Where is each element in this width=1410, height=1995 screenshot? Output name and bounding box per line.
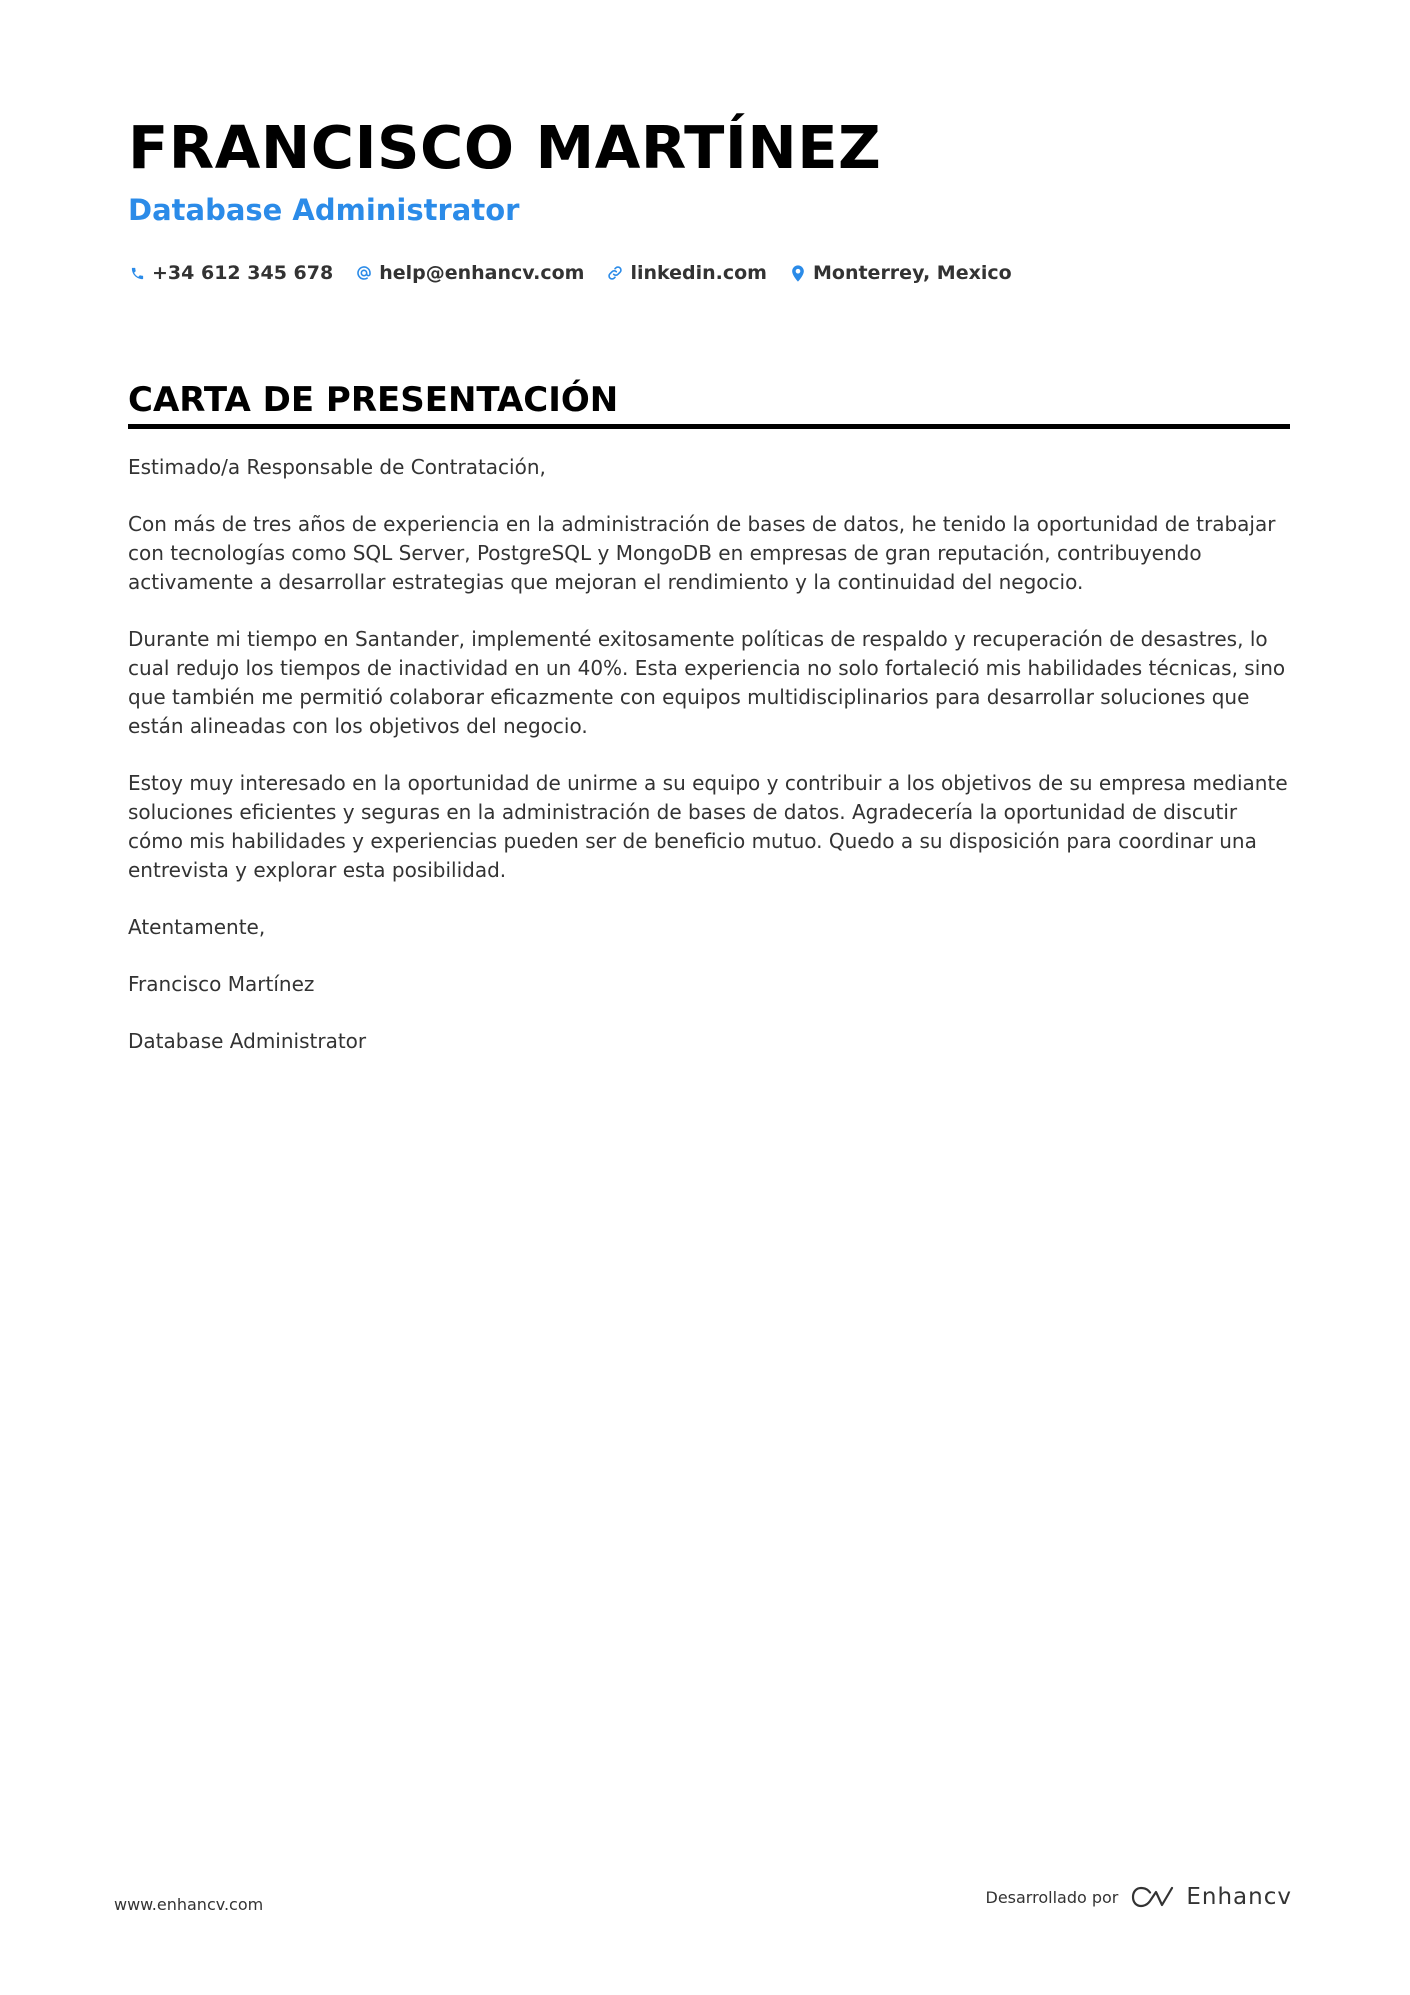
contact-email [355,262,584,284]
letter-closing: Atentamente, [128,915,266,939]
contact-phone [128,262,333,284]
letter-body [128,453,1290,1056]
letter-paragraph: Estoy muy interesado en la oportunidad de unirme a su equipo y contribuir a los objetivos de su empresa mediante soluciones eficientes y seguras en la administración de bases de datos. Agradecería la oportunidad de discutir cómo mis habilidades y experiencias pueden ser de beneficio mutuo. Quedo a su disposición para coordinar una entrevista y explorar esta posibilidad. [128,771,1288,882]
signature-title: Database Administrator [128,1029,367,1053]
section-title: CARTA DE PRESENTACIÓN [128,380,619,420]
at-icon [355,264,373,282]
phone-text: +34 612 345 678 [152,262,334,284]
footer-branding [986,1884,1293,1910]
section-divider [128,424,1290,429]
enhancv-wordmark: Enhancv [1186,1884,1292,1910]
powered-by-label: Desarrollado por [985,1887,1119,1907]
phone-icon [128,264,146,282]
email-text[interactable]: help@enhancv.com [379,262,585,284]
signature-name: Francisco Martínez [128,972,315,996]
letter-paragraph: Con más de tres años de experiencia en la administración de bases de datos, he tenido la oportunidad de trabajar con tecnologías como SQL Server, PostgreSQL y MongoDB en empresas de gran reputación, contribuyendo activamente a desarrollar estrategias que mejoran el rendimiento y la continuidad del negocio. [128,512,1276,594]
contact-bar [128,258,1290,288]
letter-paragraph: Durante mi tiempo en Santander, implementé exitosamente políticas de respaldo y recuperación de desastres, lo cual redujo los tiempos de inactividad en un 40%. Esta experiencia no solo fortaleció mis habilidades técnicas, sino que también me permitió colaborar eficazmente con equipos multidisciplinarios para desarrollar soluciones que están alineadas con los objetivos del negocio. [128,627,1286,738]
enhancv-logo-icon [1130,1885,1176,1909]
contact-linkedin [606,262,767,284]
candidate-role: Database Administrator [128,193,520,227]
contact-location [789,262,1012,284]
linkedin-text[interactable]: linkedin.com [630,262,767,284]
candidate-name: FRANCISCO MARTÍNEZ [128,113,882,182]
link-icon [606,264,624,282]
location-text: Monterrey, Mexico [812,262,1012,284]
letter-content [128,110,1290,1084]
location-pin-icon [789,264,807,282]
letter-greeting: Estimado/a Responsable de Contratación, [128,455,546,479]
footer-website[interactable]: www.enhancv.com [114,1895,264,1914]
